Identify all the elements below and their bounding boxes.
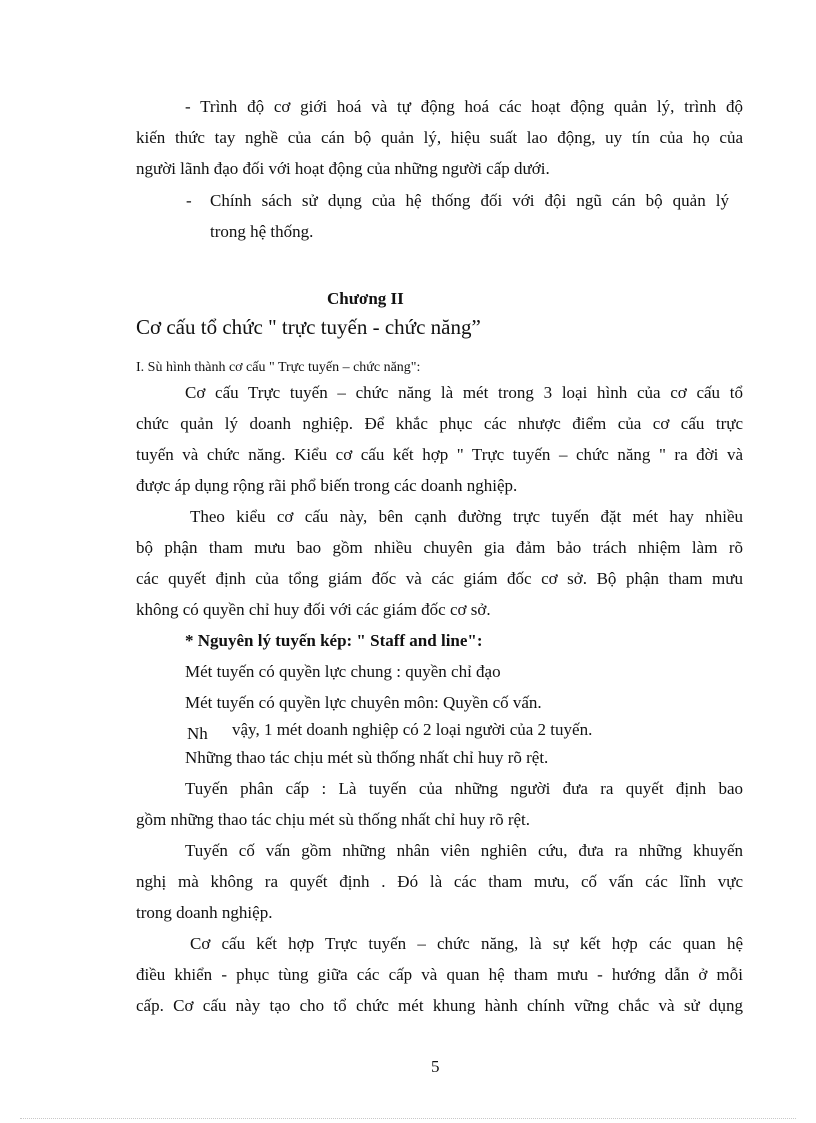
para-5-line-1: Cơ cấu kết hợp Trực tuyến – chức năng, là sự kết hợp các quan hệ <box>190 934 743 953</box>
chapter-title: Cơ cấu tổ chức " trực tuyến - chức năng” <box>136 315 481 339</box>
principle-line-2: Mét tuyến có quyền lực chuyên môn: Quyền cố vấn. <box>185 693 542 712</box>
para-4-line-2: nghị mà không ra quyết định . Đó là các tham mưu, cố vấn các lĩnh vực <box>136 872 743 891</box>
principle-heading: * Nguyên lý tuyến kép: " Staff and line": <box>185 631 483 650</box>
bullet-policy-line-1: Chính sách sử dụng của hệ thống đối với đội ngũ cán bộ quản lý <box>210 191 729 210</box>
para-5-line-2: điều khiển - phục tùng giữa các cấp và quan hệ tham mưu - hướng dẫn ở mỗi <box>136 965 743 984</box>
bullet-intro-line-3: người lãnh đạo đối với hoạt động của những người cấp dưới. <box>136 159 550 178</box>
principle-line-3-rest: vậy, 1 mét doanh nghiệp có 2 loại người của 2 tuyến. <box>232 720 593 739</box>
principle-line-1: Mét tuyến có quyền lực chung : quyền chỉ đạo <box>185 662 501 681</box>
principle-line-3-start: Nh <box>187 724 208 743</box>
para-2-line-2: bộ phận tham mưu bao gồm nhiều chuyên gia đảm bảo trách nhiệm làm rõ <box>136 538 743 557</box>
para-1-line-1: Cơ cấu Trực tuyến – chức năng là mét trong 3 loại hình của cơ cấu tổ <box>185 383 743 402</box>
page-bottom-divider <box>20 1118 796 1119</box>
para-2-line-1: Theo kiểu cơ cấu này, bên cạnh đường trực tuyến đặt mét hay nhiều <box>190 507 743 526</box>
para-3-line-2: gồm những thao tác chịu mét sù thống nhất chỉ huy rõ rệt. <box>136 810 530 829</box>
bullet-dash: - <box>186 191 192 210</box>
para-4-line-1: Tuyến cố vấn gồm những nhân viên nghiên cứu, đưa ra những khuyến <box>185 841 743 860</box>
para-2-line-4: không có quyền chỉ huy đối với các giám đốc cơ sở. <box>136 600 491 619</box>
para-2-line-3: các quyết định của tổng giám đốc và các giám đốc cơ sở. Bộ phận tham mưu <box>136 569 743 588</box>
para-5-line-3: cấp. Cơ cấu này tạo cho tổ chức mét khung hành chính vững chắc và sử dụng <box>136 996 743 1015</box>
page-number: 5 <box>431 1057 440 1076</box>
bullet-intro-line-2: kiến thức tay nghề của cán bộ quản lý, hiệu suất lao động, uy tín của họ của <box>136 128 743 147</box>
para-1-line-3: tuyến và chức năng. Kiểu cơ cấu kết hợp " Trực tuyến – chức năng " ra đời và <box>136 445 743 464</box>
para-1-line-4: được áp dụng rộng rãi phổ biến trong các doanh nghiệp. <box>136 476 518 495</box>
para-1-line-2: chức quản lý doanh nghiệp. Để khắc phục các nhược điểm của cơ cấu trực <box>136 414 743 433</box>
chapter-label: Chương II <box>327 289 404 308</box>
para-3-line-1: Tuyến phân cấp : Là tuyến của những người đưa ra quyết định bao <box>185 779 743 798</box>
principle-line-4: Những thao tác chịu mét sù thống nhất chỉ huy rõ rệt. <box>185 748 549 767</box>
para-4-line-3: trong doanh nghiệp. <box>136 903 273 922</box>
bullet-intro-line-1: - Trình độ cơ giới hoá và tự động hoá các hoạt động quản lý, trình độ <box>185 97 743 116</box>
section-heading: I. Sù hình thành cơ cấu " Trực tuyến – chức năng": <box>136 360 421 375</box>
bullet-policy-line-2: trong hệ thống. <box>210 222 314 241</box>
